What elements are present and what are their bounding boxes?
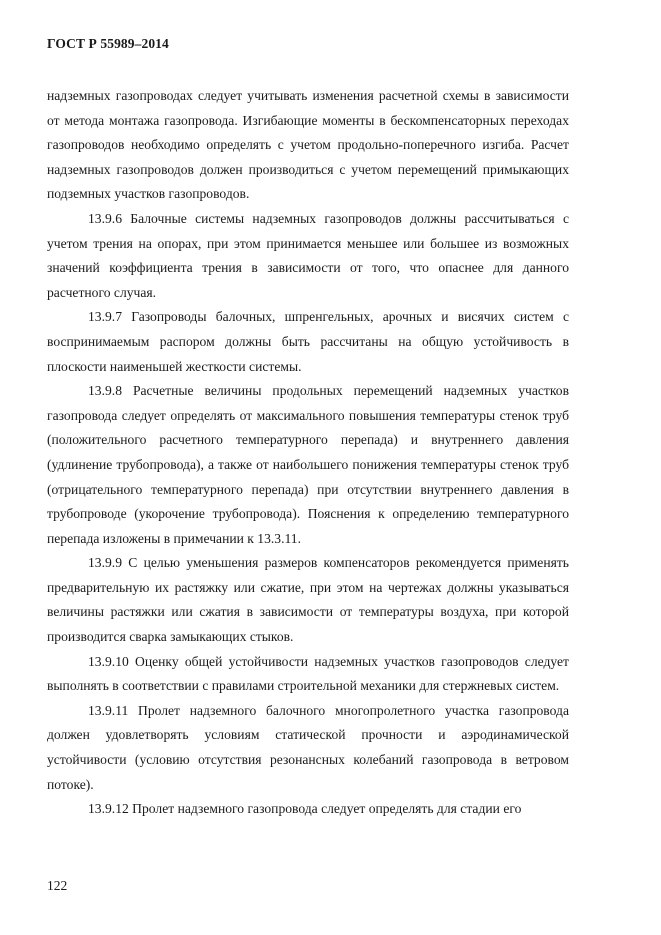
paragraph-13-9-8: 13.9.8 Расчетные величины продольных перемещений надземных участков газопровода следует определять от максимального повышения температуры стенок труб (положительного расчетного температурного перепада) и внутреннего давления (удлинение трубопровода), а также от наибольшего понижения температуры стенок труб (отрицательного температурного перепада) при отсутствии внутреннего давления в трубопроводе (укорочение трубопровода). Пояснения к определению температурного перепада изложены в примечании к 13.3.11. [47, 383, 569, 546]
document-header: ГОСТ Р 55989–2014 [47, 36, 169, 51]
paragraph-13-9-7: 13.9.7 Газопроводы балочных, шпренгельных, арочных и висячих систем с воспринимаемым распором должны быть рассчитаны на общую устойчивость в плоскости наименьшей жесткости системы. [47, 309, 569, 374]
document-body [47, 84, 569, 822]
page-number: 122 [47, 878, 68, 893]
paragraph-continuation: надземных газопроводах следует учитывать изменения расчетной схемы в зависимости от метода монтажа газопровода. Изгибающие моменты в бескомпенсаторных переходах газопроводов необходимо определять с учетом продольно-поперечного изгиба. Расчет надземных газопроводов должен производиться с учетом перемещений примыкающих подземных участков газопроводов. [47, 88, 569, 202]
paragraph-13-9-11: 13.9.11 Пролет надземного балочного многопролетного участка газопровода должен удовлетворять условиям статической прочности и аэродинамической устойчивости (условию отсутствия резонансных колебаний газопровода в ветровом потоке). [47, 702, 569, 792]
paragraph-13-9-12: 13.9.12 Пролет надземного газопровода следует определять для стадии его [88, 801, 522, 817]
paragraph-13-9-6: 13.9.6 Балочные системы надземных газопроводов должны рассчитываться с учетом трения на опорах, при этом принимается меньшее или большее из возможных значений коэффициента трения в зависимости от того, что опаснее для данного расчетного случая. [47, 210, 569, 300]
paragraph-13-9-9: 13.9.9 С целью уменьшения размеров компенсаторов рекомендуется применять предварительную их растяжку или сжатие, при этом на чертежах должны указываться величины растяжки или сжатия в зависимости от температуры воздуха, при которой производится сварка замыкающих стыков. [47, 555, 569, 645]
paragraph-13-9-10: 13.9.10 Оценку общей устойчивости надземных участков газопроводов следует выполнять в соответствии с правилами строительной механики для стержневых систем. [47, 653, 569, 694]
